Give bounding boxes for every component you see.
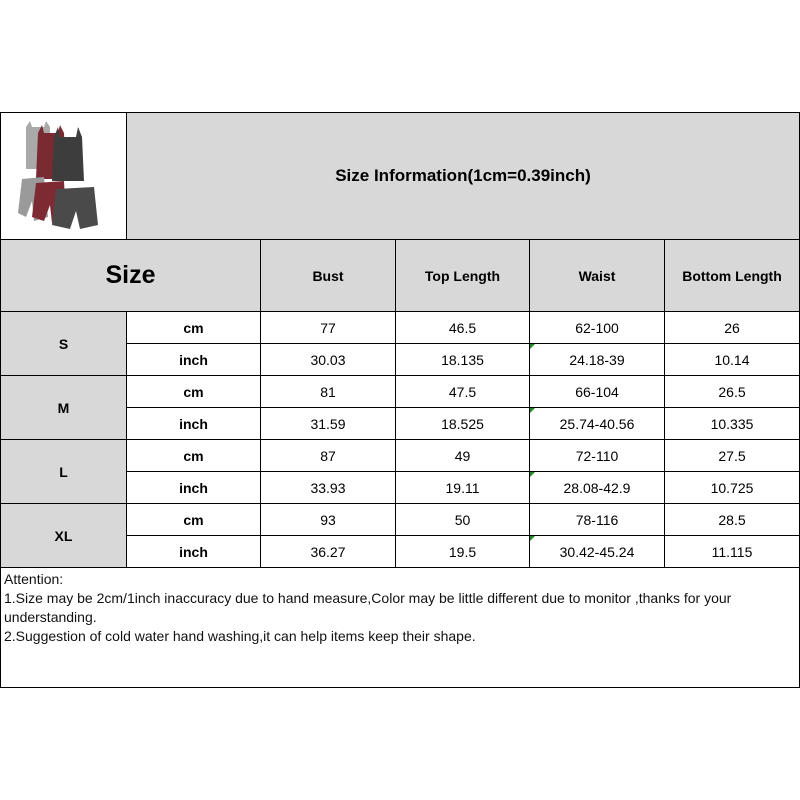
notes-line-2: 2.Suggestion of cold water hand washing,it can help items keep their shape. [4, 628, 476, 644]
value-cell: 28.5 [665, 504, 799, 536]
notes-heading: Attention: [4, 571, 64, 587]
unit-inch: inch [127, 408, 261, 440]
value-cell: 33.93 [261, 472, 396, 504]
unit-cm: cm [127, 504, 261, 536]
value-cell: 72-110 [530, 440, 665, 472]
unit-cm: cm [127, 440, 261, 472]
size-label-l: L [1, 440, 127, 504]
value-cell: 11.115 [665, 536, 799, 568]
size-label-xl: XL [1, 504, 127, 568]
value-cell: 93 [261, 504, 396, 536]
value-cell: 18.525 [396, 408, 530, 440]
size-label-m: M [1, 376, 127, 440]
value-cell: 36.27 [261, 536, 396, 568]
value-cell: 62-100 [530, 312, 665, 344]
value-cell: 31.59 [261, 408, 396, 440]
comment-indicator-icon [530, 344, 535, 349]
value-cell: 77 [261, 312, 396, 344]
value-cell: 19.5 [396, 536, 530, 568]
title-cell [127, 113, 799, 240]
column-header-top-length: Top Length [396, 240, 530, 312]
column-header-bottom-length: Bottom Length [665, 240, 799, 312]
column-header-waist: Waist [530, 240, 665, 312]
value-cell: 49 [396, 440, 530, 472]
unit-inch: inch [127, 536, 261, 568]
value-cell: 27.5 [665, 440, 799, 472]
value-cell: 24.18-39 [530, 344, 665, 376]
unit-cm: cm [127, 376, 261, 408]
value-cell: 25.74-40.56 [530, 408, 665, 440]
value-cell: 26 [665, 312, 799, 344]
notes-line-1: 1.Size may be 2cm/1inch inaccuracy due to hand measure,Color may be little different due to monitor ,thanks for your understanding. [4, 590, 732, 625]
value-cell: 10.14 [665, 344, 799, 376]
size-header: Size [105, 261, 156, 289]
attention-notes [1, 568, 799, 688]
comment-indicator-icon [530, 472, 535, 477]
product-image [14, 117, 114, 235]
value-cell: 78-116 [530, 504, 665, 536]
unit-cm: cm [127, 312, 261, 344]
value-cell: 46.5 [396, 312, 530, 344]
unit-inch: inch [127, 472, 261, 504]
value-cell: 50 [396, 504, 530, 536]
product-thumbnail-cell [1, 113, 127, 240]
value-cell: 81 [261, 376, 396, 408]
comment-indicator-icon [530, 408, 535, 413]
value-cell: 47.5 [396, 376, 530, 408]
size-label-s: S [1, 312, 127, 376]
value-cell: 26.5 [665, 376, 799, 408]
value-cell: 30.03 [261, 344, 396, 376]
value-cell: 87 [261, 440, 396, 472]
value-cell: 19.11 [396, 472, 530, 504]
value-cell: 10.335 [665, 408, 799, 440]
unit-inch: inch [127, 344, 261, 376]
value-cell: 30.42-45.24 [530, 536, 665, 568]
column-header-bust: Bust [261, 240, 396, 312]
page-title: Size Information(1cm=0.39inch) [335, 166, 591, 185]
value-cell: 18.135 [396, 344, 530, 376]
value-cell: 10.725 [665, 472, 799, 504]
comment-indicator-icon [530, 536, 535, 541]
value-cell: 66-104 [530, 376, 665, 408]
size-header-cell [1, 240, 261, 312]
value-cell: 28.08-42.9 [530, 472, 665, 504]
